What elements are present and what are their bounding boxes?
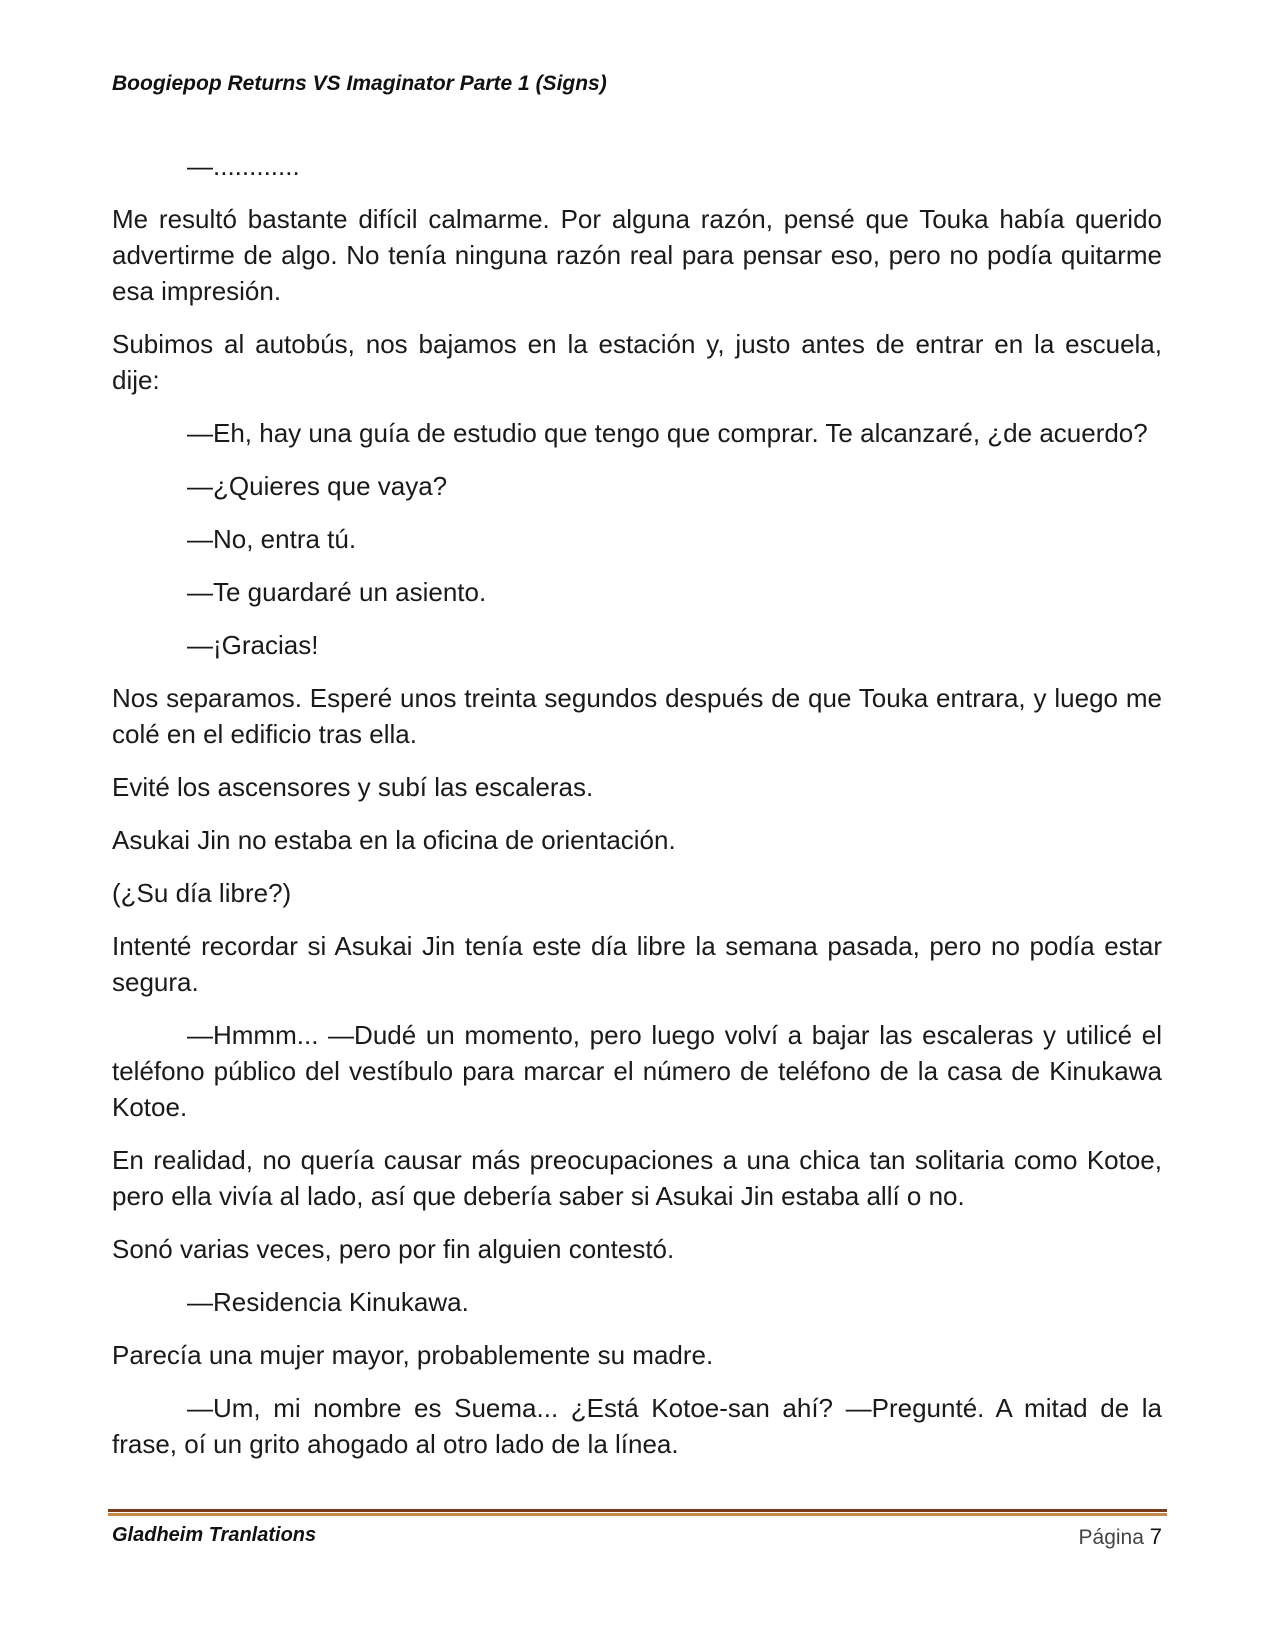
running-header: Boogiepop Returns VS Imaginator Parte 1 (Signs) xyxy=(112,72,607,95)
paragraph: —Residencia Kinukawa. xyxy=(187,1287,469,1317)
paragraph: —Hmmm... —Dudé un momento, pero luego volví a bajar las escaleras y utilicé el teléfono público del vestíbulo para marcar el número de teléfono de la casa de Kinukawa Kotoe. xyxy=(112,1020,1162,1122)
paragraph: —Te guardaré un asiento. xyxy=(187,577,487,607)
page-label: Página xyxy=(1078,1526,1144,1549)
paragraph: En realidad, no quería causar más preocupaciones a una chica tan solitaria como Kotoe, pero ella vivía al lado, así que debería saber si Asukai Jin estaba allí o no. xyxy=(112,1145,1162,1211)
paragraph: (¿Su día libre?) xyxy=(112,878,292,908)
footer-divider xyxy=(108,1509,1167,1516)
paragraph: Asukai Jin no estaba en la oficina de orientación. xyxy=(112,825,676,855)
paragraph: Parecía una mujer mayor, probablemente su madre. xyxy=(112,1340,714,1370)
paragraph: Subimos al autobús, nos bajamos en la estación y, justo antes de entrar en la escuela, dije: xyxy=(112,329,1162,395)
page-body xyxy=(112,148,1162,1479)
page-number: 7 xyxy=(1149,1524,1162,1549)
paragraph: —¿Quieres que vaya? xyxy=(187,471,448,501)
paragraph: Evité los ascensores y subí las escaleras. xyxy=(112,772,594,802)
paragraph: —¡Gracias! xyxy=(187,630,319,660)
footer-page xyxy=(1079,1524,1162,1550)
paragraph: —Um, mi nombre es Suema... ¿Está Kotoe-san ahí? —Pregunté. A mitad de la frase, oí un grito ahogado al otro lado de la línea. xyxy=(112,1393,1162,1459)
paragraph: Sonó varias veces, pero por fin alguien contestó. xyxy=(112,1234,675,1264)
paragraph: —No, entra tú. xyxy=(187,524,357,554)
paragraph: Intenté recordar si Asukai Jin tenía este día libre la semana pasada, pero no podía estar segura. xyxy=(112,931,1162,997)
footer-divider-light xyxy=(108,1513,1167,1516)
paragraph: —............ xyxy=(187,151,300,181)
paragraph: —Eh, hay una guía de estudio que tengo que comprar. Te alcanzaré, ¿de acuerdo? xyxy=(187,418,1148,448)
paragraph: Me resultó bastante difícil calmarme. Por alguna razón, pensé que Touka había querido advertirme de algo. No tenía ninguna razón real para pensar eso, pero no podía quitarme esa impresión. xyxy=(112,204,1162,306)
paragraph: Nos separamos. Esperé unos treinta segundos después de que Touka entrara, y luego me colé en el edificio tras ella. xyxy=(112,683,1162,749)
footer-publisher: Gladheim Tranlations xyxy=(112,1524,317,1546)
